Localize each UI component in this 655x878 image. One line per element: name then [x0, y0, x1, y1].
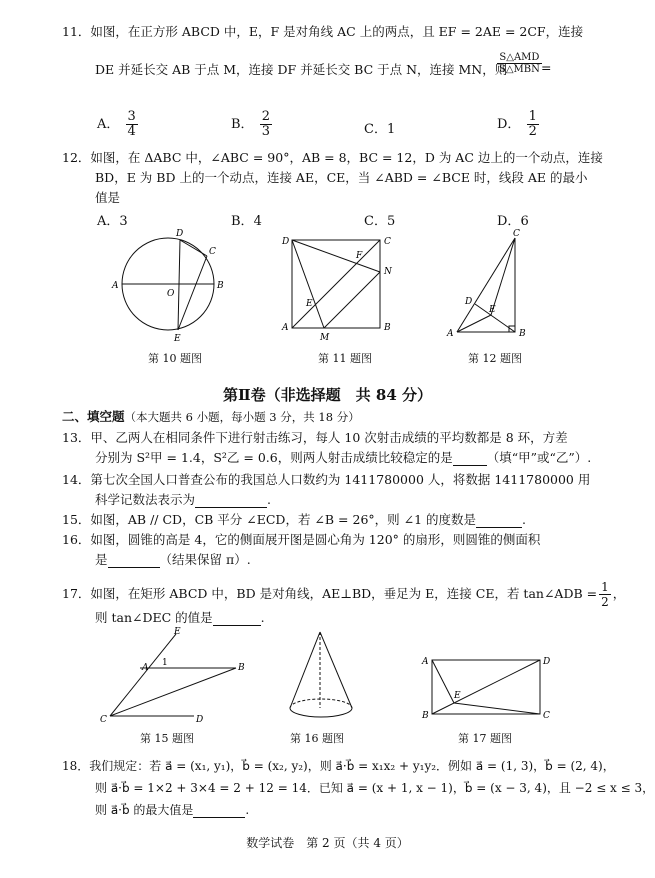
q12-option-b — [231, 210, 262, 229]
fig16-base-front — [290, 708, 352, 717]
fig12-caption: 第 12 题图 — [468, 352, 522, 365]
figure-11 — [280, 230, 400, 345]
fig17-label-d: D — [543, 657, 551, 667]
fig11-label-a: A — [282, 323, 289, 333]
q15-text: 15．如图，AB // CD，CB 平分 ∠ECD，若 ∠B = 26°，则 ∠1 的度数是 — [62, 512, 477, 527]
fig10-label-d: D — [176, 229, 184, 239]
fig11-diagonal-ac — [292, 240, 380, 328]
frac-den: 2 — [528, 124, 537, 139]
fig17-line-ae — [432, 660, 454, 703]
q11-ratio-den: S△MBN — [499, 64, 540, 75]
fig12-label-e: E — [489, 305, 496, 315]
figure-15 — [96, 626, 246, 726]
fig17-label-c: C — [543, 711, 550, 721]
q13-line2 — [95, 450, 591, 466]
q11-option-a — [97, 110, 140, 139]
q15-answer-blank[interactable] — [476, 515, 522, 528]
option-text: 1 — [386, 122, 396, 137]
fig11-line-mn — [324, 272, 380, 328]
fig10-label-a: A — [112, 281, 119, 291]
fig10-label-o: O — [167, 289, 175, 299]
fig15-label-1: 1 — [162, 658, 168, 668]
option-label: D． — [497, 117, 521, 132]
fig15-label-a: A — [142, 663, 149, 673]
option-fraction — [126, 110, 138, 139]
q14-line2-text: 科学记数法表示为 — [95, 492, 196, 507]
fig11-label-e: E — [306, 299, 313, 309]
q14-answer-blank[interactable] — [195, 495, 267, 508]
fig16-caption: 第 16 题图 — [290, 732, 344, 745]
fig11-line-dm — [292, 240, 324, 328]
q14-line1: 14．第七次全国人口普查公布的我国总人口数约为 1411780000 人，将数据 1411780000 用 — [62, 472, 591, 487]
q17-fraction — [599, 580, 611, 609]
fig10-chord-dc — [180, 240, 207, 256]
fig10-label-e: E — [174, 334, 181, 344]
fig16-slant-right — [320, 632, 352, 708]
fig12-label-a: A — [447, 329, 454, 339]
q16-line2-end: （结果保留 π）. — [159, 552, 251, 567]
figure-12 — [445, 228, 535, 343]
frac-num: 1 — [528, 109, 537, 124]
fig15-label-e: E — [174, 627, 181, 637]
q13-answer-blank[interactable] — [453, 453, 487, 466]
fig10-label-c: C — [209, 247, 216, 257]
option-label: C． — [364, 122, 387, 137]
q17-line2-text: 则 tan∠DEC 的值是 — [95, 610, 213, 625]
option-text: 3 — [119, 214, 128, 229]
q11-option-b — [231, 110, 274, 139]
q18-answer-blank[interactable] — [193, 805, 245, 818]
q18-line3-text: 则 a⃗·b⃗ 的最大值是 — [95, 803, 194, 817]
fig10-chord-de — [178, 240, 180, 330]
fig15-label-d: D — [196, 715, 204, 725]
frac-den: 3 — [261, 124, 270, 139]
page-footer: 数学试卷 第 2 页（共 4 页） — [246, 836, 409, 850]
q15-line1 — [62, 512, 526, 528]
q11-option-d — [497, 110, 541, 139]
q17-line1 — [62, 580, 625, 609]
q16-line1: 16．如图，圆锥的高是 4，它的侧面展开图是圆心角为 120° 的扇形，则圆锥的侧面积 — [62, 532, 541, 547]
fig10-label-b: B — [217, 281, 224, 291]
heading-main: 二、填空题 — [62, 409, 125, 424]
q18-line1: 18．我们规定：若 a⃗ = (x₁, y₁)，b⃗ = (x₂, y₂)，则 a⃗·b⃗ = x₁x₂ + y₁y₂．例如 a⃗ = (1, 3)，b⃗ = (2, 4)， — [62, 759, 615, 773]
q13-line2-text: 分别为 S²甲 = 1.4，S²乙 = 0.6，则两人射击成绩比较稳定的是 — [95, 450, 453, 465]
fig11-label-m: M — [320, 333, 330, 343]
fig11-line-dn — [292, 240, 380, 272]
fig17-label-b: B — [422, 711, 429, 721]
frac-num: 2 — [261, 109, 270, 124]
fig17-label-a: A — [422, 657, 429, 667]
fig15-label-c: C — [100, 715, 107, 725]
figure-16 — [282, 626, 362, 726]
q12-line3: 值是 — [95, 190, 121, 205]
fig15-label-b: B — [238, 663, 245, 673]
q16-line2-text: 是 — [95, 552, 108, 567]
option-label: A． — [97, 214, 120, 229]
fig11-label-n: N — [384, 267, 392, 277]
frac-num: 3 — [127, 109, 136, 124]
option-label: C． — [364, 214, 387, 229]
fig16-slant-left — [290, 632, 320, 708]
q11-line2: DE 并延长交 AB 于点 M，连接 DF 并延长交 BC 于点 N，连接 MN，则 — [95, 62, 508, 77]
option-text: 5 — [386, 214, 396, 229]
q12-option-c — [364, 210, 395, 229]
q18-line2: 则 a⃗·b⃗ = 1×2 + 3×4 = 2 + 12 = 14．已知 a⃗ = (x + 1, x − 1)，b⃗ = (x − 3, 4)，且 −2 ≤ x ≤ 3， — [95, 781, 655, 795]
q12-line1: 12．如图，在 ΔABC 中，∠ABC = 90°，AB = 8，BC = 12，D 为 AC 边上的一个动点，连接 — [62, 150, 603, 165]
q16-answer-blank[interactable] — [108, 555, 160, 568]
fig11-caption: 第 11 题图 — [318, 352, 372, 365]
fig11-label-d: D — [282, 237, 290, 247]
q18-line3-end: . — [245, 803, 250, 817]
fig17-caption: 第 17 题图 — [458, 732, 512, 745]
q17-line2-end: . — [260, 610, 265, 625]
q14-line2 — [95, 492, 271, 508]
fig16-base-back — [290, 699, 352, 708]
q14-line2-end: . — [267, 492, 271, 507]
q12-line2: BD，E 为 BD 上的一个动点，连接 AE，CE，当 ∠ABD = ∠BCE 时，线段 AE 的最小 — [95, 170, 588, 185]
fig12-label-d: D — [465, 297, 473, 307]
q15-end: . — [522, 512, 527, 527]
q17-end: ， — [612, 586, 626, 601]
q17-text: 17．如图，在矩形 ABCD 中，BD 是对角线，AE⊥BD，垂足为 E，连接 CE，若 tan∠ADB = — [62, 586, 598, 601]
option-label: A． — [97, 117, 120, 132]
section-2-title: 第Ⅱ卷（非选择题 共 84 分） — [223, 386, 432, 404]
q11-ratio-num: S△AMD — [497, 52, 542, 64]
option-label: B． — [231, 117, 254, 132]
fig17-label-e: E — [454, 691, 461, 701]
fig11-label-c: C — [384, 237, 391, 247]
q11-line1: 11．如图，在正方形 ABCD 中，E，F 是对角线 AC 上的两点，且 EF = 2AE = 2CF，连接 — [62, 24, 584, 39]
fig17-line-ce — [454, 703, 540, 714]
section-2-heading — [62, 407, 360, 425]
fig10-chord-ce — [178, 256, 207, 330]
q12-option-d — [497, 210, 529, 229]
option-label: D． — [497, 214, 521, 229]
figure-17 — [420, 650, 555, 725]
frac-den: 2 — [601, 595, 609, 609]
fig17-diagonal-bd — [432, 660, 540, 714]
fig12-label-c: C — [513, 229, 520, 239]
q11-ratio-eq: = — [541, 60, 552, 75]
fig12-label-b: B — [519, 329, 526, 339]
option-text: 4 — [253, 214, 262, 229]
option-fraction — [260, 110, 272, 139]
q18-line3 — [95, 802, 249, 818]
q13-line2-end: （填“甲”或“乙”）. — [486, 450, 592, 465]
q17-answer-blank[interactable] — [213, 613, 261, 626]
option-text: 6 — [520, 214, 529, 229]
q11-option-c — [364, 118, 395, 137]
q11-ratio — [497, 52, 542, 75]
frac-num: 1 — [601, 580, 609, 594]
fig11-label-b: B — [384, 323, 391, 333]
fig10-caption: 第 10 题图 — [148, 352, 202, 365]
option-fraction — [527, 110, 539, 139]
heading-note: （本大题共 6 小题，每小题 3 分，共 18 分） — [124, 410, 360, 424]
option-label: B． — [231, 214, 254, 229]
q17-line2 — [95, 610, 265, 626]
fig15-caption: 第 15 题图 — [140, 732, 194, 745]
figure-10 — [110, 226, 230, 344]
fig12-line-ce — [491, 238, 515, 315]
frac-den: 4 — [127, 124, 136, 139]
q16-line2 — [95, 552, 251, 568]
q13-line1: 13．甲、乙两人在相同条件下进行射击练习，每人 10 次射击成绩的平均数都是 8 环，方差 — [62, 430, 568, 445]
fig11-label-f: F — [356, 251, 363, 261]
